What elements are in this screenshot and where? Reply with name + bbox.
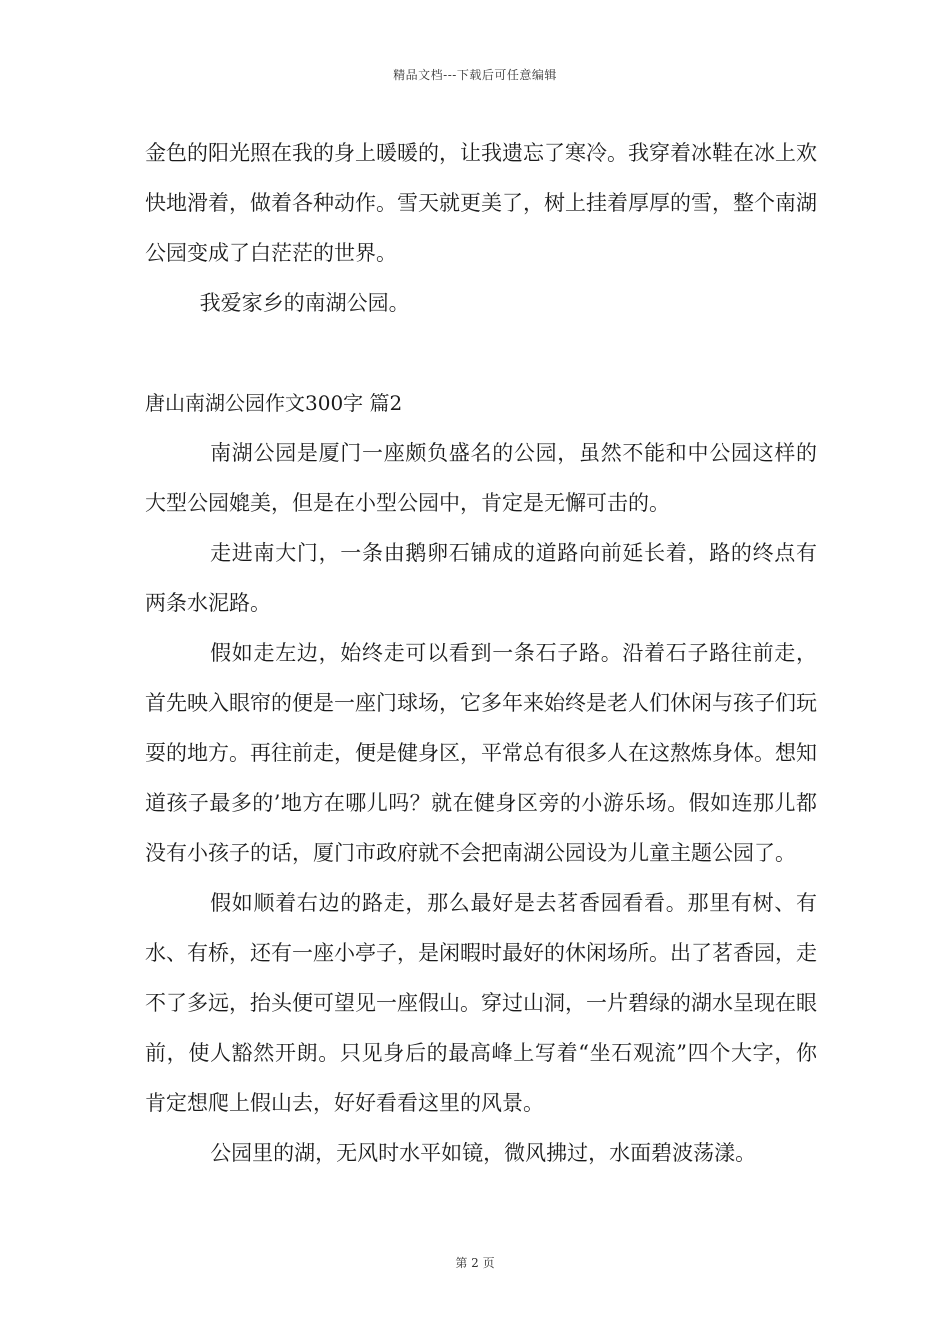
page-header: 精品文档---下载后可任意编辑 [393, 68, 557, 82]
paragraph-love-park: 我爱家乡的南湖公园。 [199, 291, 410, 315]
blank-line [145, 328, 817, 378]
paragraph-lake: 公园里的湖，无风时水平如镜，微风拂过，水面碧波荡漾。 [210, 1141, 757, 1165]
page-number: 第 2 页 [455, 1256, 495, 1270]
paragraph-right-path: 假如顺着右边的路走，那么最好是去茗香园看看。那里有树、有水、有桥，还有一座小亭子，是闲暇时最好的休闲场所。出了茗香园，走不了多远，抬头便可望见一座假山。穿过山洞，一片碧绿的湖水呈现在眼前，使人豁然开朗。只见身后的最高峰上写着“坐石观流”四个大字，你肯定想爬上假山去，好好看看这里的风景。 [145, 891, 817, 1115]
paragraph-left-path: 假如走左边，始终走可以看到一条石子路。沿着石子路往前走，首先映入眼帘的便是一座门球场，它多年来始终是老人们休闲与孩子们玩耍的地方。再往前走，便是健身区，平常总有很多人在这熬炼身体。想知道孩子最多的’地方在哪儿吗？就在健身区旁的小游乐场。假如连那儿都没有小孩子的话，厦门市政府就不会把南湖公园设为儿童主题公园了。 [145, 641, 817, 865]
section-title: 唐山南湖公园作文300字 篇2 [145, 391, 403, 415]
paragraph-ice-snow: 金色的阳光照在我的身上暖暖的，让我遗忘了寒冷。我穿着冰鞋在冰上欢快地滑着，做着各种动作。雪天就更美了，树上挂着厚厚的雪，整个南湖公园变成了白茫茫的世界。 [145, 141, 817, 265]
paragraph-intro: 南湖公园是厦门一座颇负盛名的公园，虽然不能和中公园这样的大型公园媲美，但是在小型公园中，肯定是无懈可击的。 [145, 441, 817, 515]
document-body [145, 128, 817, 1178]
paragraph-south-gate: 走进南大门，一条由鹅卵石铺成的道路向前延长着，路的终点有两条水泥路。 [145, 541, 817, 615]
